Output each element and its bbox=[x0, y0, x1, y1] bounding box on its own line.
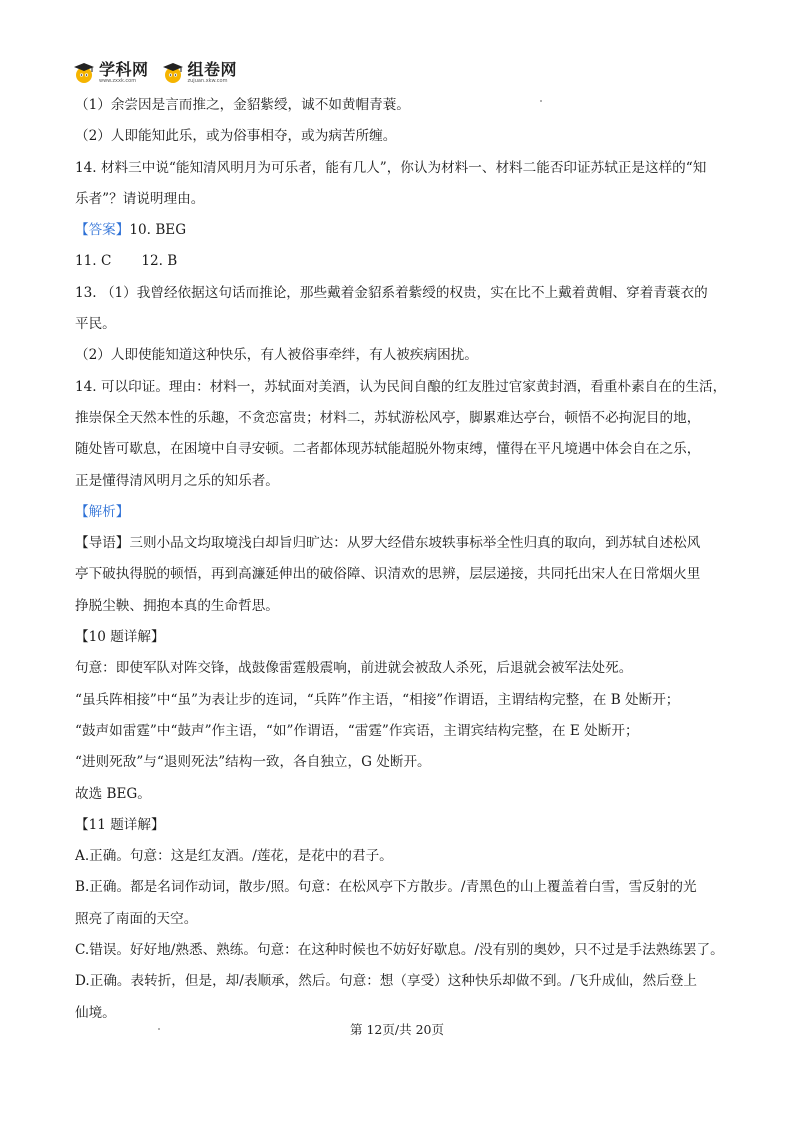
option-a: A.正确。句意：这是红友酒。/莲花，是花中的君子。 bbox=[75, 848, 393, 865]
section-heading-11: 【11 题详解】 bbox=[75, 816, 165, 833]
intro-paragraph: 亭下破执得脱的顿悟，再到高濂延伸出的破俗障、识清欢的思辨，层层递接，共同托出宋人在日常烟火里 bbox=[75, 566, 701, 583]
answer-13-cont: 平民。 bbox=[75, 316, 116, 333]
intro-paragraph: 挣脱尘鞅、拥抱本真的生命哲思。 bbox=[75, 597, 279, 614]
answer-11: 11. C bbox=[75, 253, 112, 270]
section-heading-10: 【10 题详解】 bbox=[75, 629, 165, 646]
explanation-line: “进则死敌”与“退则死法”结构一致，各自独立，G 处断开。 bbox=[75, 754, 431, 771]
translation-line: （1）余尝因是言而推之，金貂紫绶，诚不如黄帽青蓑。 bbox=[75, 97, 410, 113]
zujuanwang-logo bbox=[161, 61, 238, 85]
answer-tag: 【答案】 bbox=[75, 222, 130, 239]
page-body bbox=[75, 90, 725, 1029]
answer-14-cont: 推崇保全天然本性的乐趣，不贪恋富贵；材料二，苏轼游松风亭，脚累难达亭台，顿悟不必拘泥目的地， bbox=[75, 409, 701, 426]
logo-url: zujuan.xkw.com bbox=[187, 78, 228, 84]
logo-name: 组卷网 bbox=[187, 60, 238, 79]
answer-14-cont: 正是懂得清风明月之乐的知乐者。 bbox=[75, 472, 279, 489]
answer-line bbox=[75, 215, 725, 246]
graduate-cap-icon bbox=[72, 61, 96, 85]
answer-14: 14. 可以印证。理由：材料一，苏轼面对美酒，认为民间自酿的红友胜过官家黄封酒，看重朴素自在的生活， bbox=[75, 378, 727, 395]
answer-13: 13. （1）我曾经依据这句话而推论，那些戴着金貂系着紫绶的权贵，实在比不上戴着黄帽、穿着青蓑衣的 bbox=[75, 284, 708, 301]
option-b-cont: 照亮了南面的天空。 bbox=[75, 910, 198, 927]
option-d: D.正确。表转折，但是，却/表顺承，然后。句意：想（享受）这种快乐却做不到。/飞升成仙，然后登上 bbox=[75, 973, 698, 990]
analysis-tag: 【解析】 bbox=[75, 503, 130, 520]
page-number: 第 12页/共 20页 bbox=[350, 1022, 444, 1037]
explanation-line: 故选 BEG。 bbox=[75, 785, 151, 802]
answer-10: 10. BEG bbox=[129, 222, 187, 239]
answer-line bbox=[75, 246, 725, 277]
option-c: C.错误。好好地/熟悉、熟练。句意：在这种时候也不妨好好歇息。/没有别的奥妙，只不过是手法熟练罢了。 bbox=[75, 942, 724, 959]
logo-name: 学科网 bbox=[99, 60, 149, 79]
xuekewang-logo bbox=[72, 61, 149, 85]
option-b: B.正确。都是名词作动词，散步/照。句意：在松风亭下方散步。/青黑色的山上覆盖着白雪，雪反射的光 bbox=[75, 879, 697, 896]
explanation-line: 句意：即使军队对阵交锋，战鼓像雷霆般震响，前进就会被敌人杀死，后退就会被军法处死。 bbox=[75, 660, 633, 677]
explanation-line: “鼓声如雷霆”中“鼓声”作主语，“如”作谓语，“雷霆”作宾语，主谓宾结构完整，在 E 处断开； bbox=[75, 722, 639, 739]
question-14-cont: 乐者”？请说明理由。 bbox=[75, 190, 205, 207]
graduate-cap-icon bbox=[161, 61, 185, 85]
answer-14-cont: 随处皆可歇息，在困境中自寻安顿。二者都体现苏轼能超脱外物束缚，懂得在平凡境遇中体会自在之乐， bbox=[75, 441, 701, 458]
logo-url: www.zxxk.com bbox=[99, 78, 137, 84]
answer-12: 12. B bbox=[141, 253, 178, 270]
header-logos bbox=[72, 56, 237, 90]
question-14: 14. 材料三中说“能知清风明月为可乐者，能有几人”，你认为材料一、材料二能否印证苏轼正是这样的“知 bbox=[75, 159, 707, 176]
translation-line: （2）人即能知此乐，或为俗事相夺，或为病苦所缠。 bbox=[75, 128, 397, 145]
explanation-line: “虽兵阵相接”中“虽”为表让步的连词，“兵阵”作主语，“相接”作谓语，主谓结构完整，在 B 处断开； bbox=[75, 691, 680, 708]
intro-paragraph: 【导语】三则小品文均取境浅白却旨归旷达：从罗大经借东坡轶事标举全性归真的取向，到苏轼自述松风 bbox=[75, 535, 701, 552]
answer-13-part2: （2）人即使能知道这种快乐，有人被俗事牵绊，有人被疾病困扰。 bbox=[75, 347, 478, 364]
option-d-cont: 仙境。 bbox=[75, 1004, 116, 1021]
